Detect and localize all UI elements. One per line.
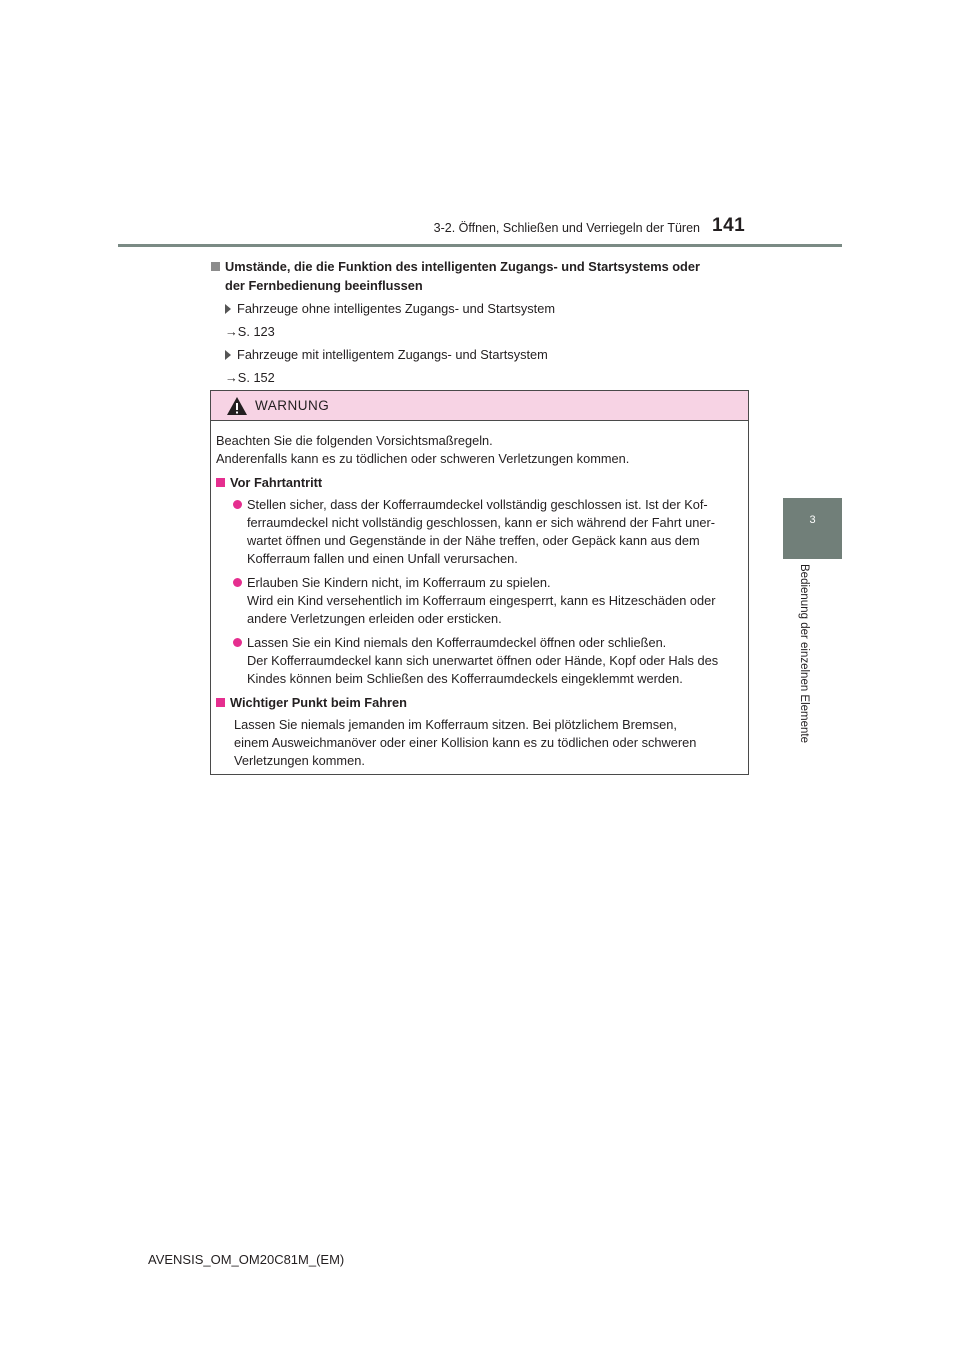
warning-title: WARNUNG <box>255 398 330 413</box>
warning-intro <box>216 432 742 468</box>
point-line: Kofferraum fallen und einen Unfall verursachen. <box>247 551 518 566</box>
warning-box <box>210 390 749 775</box>
point-line: Stellen sicher, dass der Kofferraumdeckel vollständig geschlossen ist. Ist der Kof- <box>247 497 708 512</box>
triangle-bullet-icon <box>225 304 231 314</box>
warning-triangle-icon <box>226 396 248 416</box>
circle-bullet-icon <box>233 638 242 647</box>
page-reference-text: S. 152 <box>237 370 275 385</box>
point-line: Lassen Sie ein Kind niemals den Kofferraumdeckel öffnen oder schließen. <box>247 635 667 650</box>
circle-bullet-icon <box>233 578 242 587</box>
point-line: Erlauben Sie Kindern nicht, im Kofferraum zu spielen. <box>247 575 551 590</box>
intro-line: Beachten Sie die folgenden Vorsichtsmaßregeln. <box>216 433 493 448</box>
point-line: Kindes können beim Schließen des Kofferraumdeckels eingeklemmt werden. <box>247 671 683 686</box>
point-line: andere Verletzungen erleiden oder ersticken. <box>247 611 502 626</box>
warning-point <box>216 496 742 568</box>
warning-body <box>211 421 748 770</box>
arrow-icon: → <box>225 370 238 385</box>
square-bullet-icon <box>216 698 225 707</box>
chapter-tab[interactable] <box>783 498 842 559</box>
list-item <box>211 345 751 364</box>
page-number: 141 <box>712 215 746 236</box>
intro-line: Anderenfalls kann es zu tödlichen oder schweren Verletzungen kommen. <box>216 451 630 466</box>
warning-point <box>216 574 742 628</box>
document-code: AVENSIS_OM_OM20C81M_(EM) <box>148 1252 345 1267</box>
item-label: Fahrzeuge mit intelligentem Zugangs- und Startsystem <box>237 347 548 362</box>
arrow-icon: → <box>225 324 238 339</box>
section-title: 3-2. Öffnen, Schließen und Verriegeln der Türen <box>433 221 700 235</box>
page-reference-text: S. 123 <box>237 324 275 339</box>
list-item <box>211 299 751 318</box>
paragraph-line: Verletzungen kommen. <box>234 753 365 768</box>
square-bullet-icon <box>211 262 220 271</box>
heading-line: Umstände, die die Funktion des intelligenten Zugangs- und Startsystems oder <box>225 259 700 274</box>
main-content <box>211 257 751 387</box>
square-bullet-icon <box>216 478 225 487</box>
chapter-number: 3 <box>809 514 816 526</box>
subheading-text: Wichtiger Punkt beim Fahren <box>230 695 407 710</box>
heading-line: der Fernbedienung beeinflussen <box>225 278 423 293</box>
point-line: Der Kofferraumdeckel kann sich unerwartet öffnen oder Hände, Kopf oder Hals des <box>247 653 719 668</box>
warning-point <box>216 634 742 688</box>
point-line: Wird ein Kind versehentlich im Kofferraum eingesperrt, kann es Hitzeschäden oder <box>247 593 716 608</box>
warning-subheading <box>216 474 742 492</box>
triangle-bullet-icon <box>225 350 231 360</box>
chapter-title: Bedienung der einzelnen Elemente <box>798 564 810 744</box>
point-line: wartet öffnen und Gegenstände in der Nähe treffen, oder Gepäck kann aus dem <box>247 533 700 548</box>
paragraph-line: einem Ausweichmanöver oder einer Kollision kann es zu tödlichen oder schweren <box>234 735 697 750</box>
paragraph-line: Lassen Sie niemals jemanden im Kofferraum sitzen. Bei plötzlichem Bremsen, <box>234 717 677 732</box>
item-label: Fahrzeuge ohne intelligentes Zugangs- und Startsystem <box>237 301 555 316</box>
point-line: ferraumdeckel nicht vollständig geschlossen, kann er sich während der Fahrt uner- <box>247 515 716 530</box>
section-heading <box>211 257 751 295</box>
page-reference[interactable] <box>211 368 751 387</box>
subheading-text: Vor Fahrtantritt <box>230 475 323 490</box>
page-reference[interactable] <box>211 322 751 341</box>
circle-bullet-icon <box>233 500 242 509</box>
warning-paragraph <box>216 716 742 770</box>
warning-subheading <box>216 694 742 712</box>
warning-header <box>211 391 748 421</box>
header-divider <box>118 244 842 247</box>
